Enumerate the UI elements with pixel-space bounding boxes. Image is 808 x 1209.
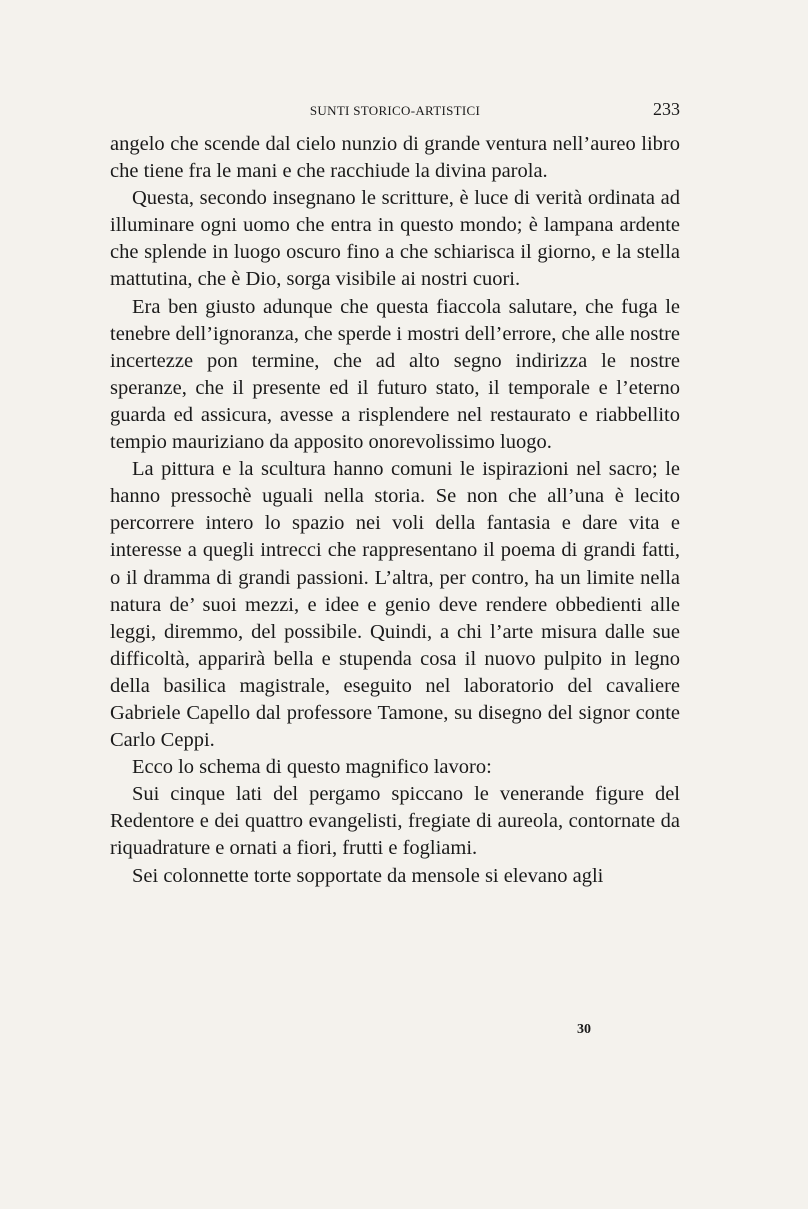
page-number: 233 xyxy=(653,99,680,119)
running-head xyxy=(110,99,680,125)
paragraph-1: angelo che scende dal cielo nunzio di grande ventura nell’aureo libro che tiene fra le mani e che racchiude la divina parola. xyxy=(110,133,680,183)
paragraph-5: Ecco lo schema di questo magnifico lavoro: xyxy=(132,756,492,779)
paragraph-4: La pittura e la scultura hanno comuni le ispirazioni nel sacro; le hanno pressochè uguali nella storia. Se non che all’una è lecito percorrere intero lo spazio nei voli della fantasia e dare vita e interesse a quegli intrecci che rappresentano il poema di grandi fatti, o il dramma di grandi passioni. L’altra, per contro, ha un limite nella natura de’ suoi mezzi, e idee e genio deve rendere obbedienti alle leggi, diremmo, del possibile. Quindi, a chi l’arte misura dalle sue difficoltà, apparirà bella e stupenda cosa il nuovo pulpito in legno della basilica magistrale, eseguito nel laboratorio del cavaliere Gabriele Capello dal professore Tamone, su disegno del signor conte Carlo Ceppi. xyxy=(110,458,680,752)
paragraph-2: Questa, secondo insegnano le scritture, è luce di verità ordinata ad illuminare ogni uomo che entra in questo mondo; è lampana ardente che splende in luogo oscuro fino a che schiarisca il giorno, e la stella mattutina, che è Dio, sorga visibile ai nostri cuori. xyxy=(110,187,680,291)
running-title: SUNTI STORICO-ARTISTICI xyxy=(309,103,481,118)
paragraph-6: Sui cinque lati del pergamo spiccano le venerande figure del Redentore e dei quattro evangelisti, fregiate di aureola, contornate da riquadrature e ornati a fiori, frutti e fogliami. xyxy=(110,783,680,860)
body-text xyxy=(110,131,680,890)
paragraph-7: Sei colonnette torte sopportate da mensole si elevano agli xyxy=(132,864,604,887)
paragraph-3: Era ben giusto adunque che questa fiaccola salutare, che fuga le tenebre dell’ignoranza, che sperde i mostri dell’errore, che alle nostre incertezze pon termine, che ad alto segno indirizza le nostre speranze, che il presente ed il futuro stato, il temporale e l’eterno guarda ed assicura, avesse a risplendere nel restaurato e riabbellito tempio mauriziano da apposito onorevolissimo luogo. xyxy=(110,295,680,454)
signature-mark: 30 xyxy=(577,1022,591,1037)
